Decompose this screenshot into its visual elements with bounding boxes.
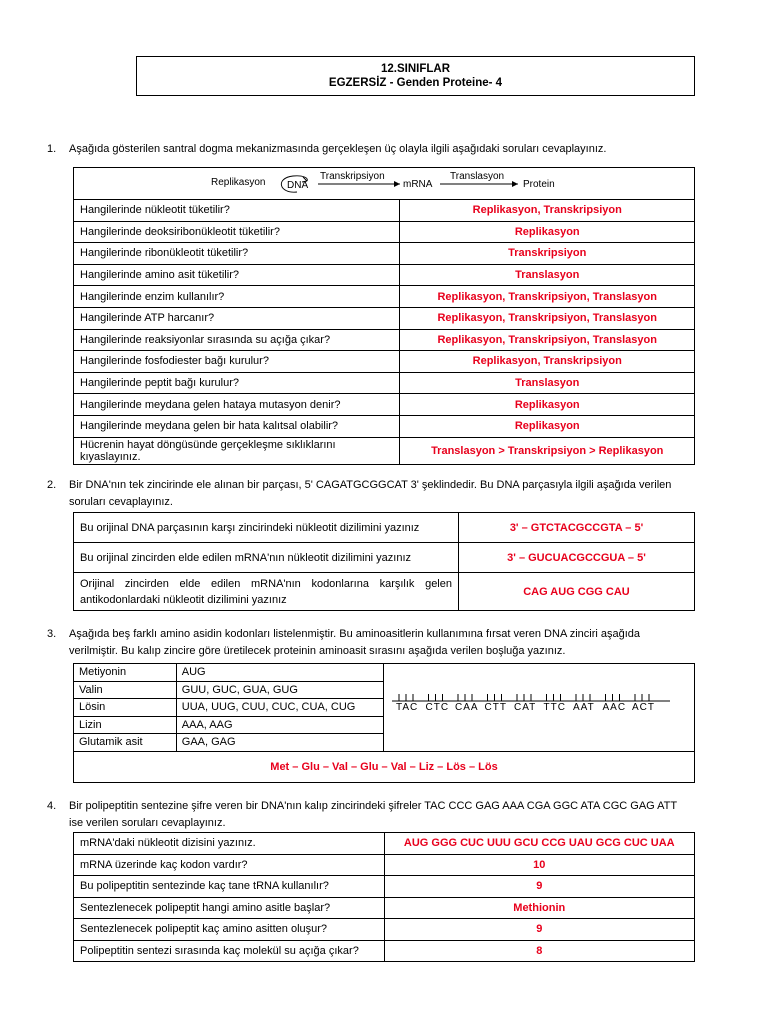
amino-acid-codons: AAA, AAG bbox=[176, 716, 383, 734]
diagram-protein-label: Protein bbox=[523, 178, 555, 190]
answer-cell: Methionin bbox=[384, 897, 694, 919]
question-2 bbox=[0, 477, 768, 511]
answer-cell: 9 bbox=[384, 876, 694, 898]
dna-triplet: CAT bbox=[513, 702, 537, 714]
table-row bbox=[74, 919, 695, 941]
header-class-label: 12.SINIFLAR bbox=[380, 63, 450, 75]
question-cell: Hangilerinde peptit bağı kurulur? bbox=[74, 372, 400, 394]
question-cell: mRNA üzerinde kaç kodon vardır? bbox=[74, 854, 385, 876]
amino-acid-table bbox=[73, 663, 695, 783]
question-1 bbox=[0, 141, 768, 158]
central-dogma-diagram bbox=[74, 168, 695, 200]
answer-cell: Replikasyon bbox=[400, 221, 695, 243]
question-3 bbox=[0, 626, 768, 660]
question-cell: Sentezlenecek polipeptit hangi amino asitle başlar? bbox=[74, 897, 385, 919]
dna-triplet: CAA bbox=[454, 702, 479, 714]
table-row bbox=[74, 573, 695, 611]
dna-strand-table bbox=[73, 512, 695, 611]
answer-cell: CAG AUG CGG CAU bbox=[459, 573, 695, 611]
table-row bbox=[74, 854, 695, 876]
header-title: EGZERSİZ - Genden Proteine- 4 bbox=[328, 77, 503, 89]
dna-triplet: AAC bbox=[602, 702, 627, 714]
question-number: 4. bbox=[47, 800, 57, 812]
question-number: 2. bbox=[47, 479, 57, 491]
question-cell: Hangilerinde amino asit tüketilir? bbox=[74, 264, 400, 286]
amino-acid-codons: AUG bbox=[176, 664, 383, 682]
question-line: antikodonlardaki nükleotit dizilimini yazınız bbox=[80, 593, 287, 606]
answer-cell: 3' – GUCUACGCCGUA – 5' bbox=[459, 543, 695, 573]
question-cell: Hangilerinde meydana gelen hataya mutasyon denir? bbox=[74, 394, 400, 416]
question-cell bbox=[74, 573, 459, 611]
answer-cell: Replikasyon bbox=[400, 394, 695, 416]
table-row bbox=[74, 415, 695, 437]
amino-acid-name: Glutamik asit bbox=[74, 734, 177, 752]
question-cell: Bu polipeptitin sentezinde kaç tane tRNA kullanılır? bbox=[74, 876, 385, 898]
central-dogma-table bbox=[73, 167, 695, 465]
amino-acid-codons: GUU, GUC, GUA, GUG bbox=[176, 681, 383, 699]
table-row bbox=[74, 286, 695, 308]
table-row bbox=[74, 264, 695, 286]
question-text: Aşağıda gösterilen santral dogma mekanizmasında gerçekleşen üç olayla ilgili aşağıdaki soruları cevaplayınız. bbox=[69, 143, 607, 155]
question-line: kıyaslayınız. bbox=[80, 450, 141, 463]
dna-template-strand bbox=[383, 664, 694, 752]
question-number: 3. bbox=[47, 628, 57, 640]
diagram-replication-label: Replikasyon bbox=[211, 176, 266, 188]
table-row bbox=[74, 513, 695, 543]
dna-triplet: TAC bbox=[395, 702, 419, 714]
table-row bbox=[74, 394, 695, 416]
table-row bbox=[74, 876, 695, 898]
question-cell bbox=[74, 437, 400, 464]
amino-acid-name: Lizin bbox=[74, 716, 177, 734]
question-text bbox=[69, 626, 699, 660]
question-4 bbox=[0, 798, 768, 832]
table-row bbox=[74, 329, 695, 351]
dna-triplet: AAT bbox=[572, 702, 595, 714]
diagram-translation-label: Translasyon bbox=[450, 170, 505, 182]
diagram-dna-label: DNA bbox=[287, 179, 309, 191]
dna-strand-drawing bbox=[384, 664, 693, 750]
dna-triplet: CTT bbox=[484, 702, 507, 714]
table-row bbox=[74, 543, 695, 573]
table-row bbox=[74, 372, 695, 394]
question-line: Bir DNA'nın tek zincirinde ele alınan bir parçası, 5' CAGATGCGGCAT 3' şeklindedir. Bu DNA parçasıyla ilgili aşağıda verilen bbox=[69, 479, 672, 491]
translation-arrow bbox=[438, 179, 524, 189]
answer-cell: Translasyon bbox=[400, 372, 695, 394]
answer-cell: Replikasyon, Transkripsiyon, Translasyon bbox=[400, 329, 695, 351]
amino-acid-name: Lösin bbox=[74, 699, 177, 717]
amino-acid-codons: GAA, GAG bbox=[176, 734, 383, 752]
question-text bbox=[69, 477, 699, 511]
question-cell: Hangilerinde fosfodiester bağı kurulur? bbox=[74, 351, 400, 373]
question-cell: Hangilerinde enzim kullanılır? bbox=[74, 286, 400, 308]
table-row bbox=[74, 833, 695, 855]
dna-triplet: CTC bbox=[425, 702, 450, 714]
amino-acid-name: Metiyonin bbox=[74, 664, 177, 682]
answer-cell: 3' – GTCTACGCCGTA – 5' bbox=[459, 513, 695, 543]
question-line: verilmiştir. Bu kalıp zincire göre üretilecek proteinin aminoasit sırasını aşağıda verilen boşluğa yazınız. bbox=[69, 645, 566, 657]
question-cell: Bu orijinal DNA parçasının karşı zincirindeki nükleotit dizilimini yazınız bbox=[74, 513, 459, 543]
answer-cell: Replikasyon, Transkripsiyon bbox=[400, 200, 695, 222]
table-row bbox=[74, 437, 695, 464]
question-line: soruları cevaplayınız. bbox=[69, 496, 173, 508]
answer-cell: Translasyon > Transkripsiyon > Replikasyon bbox=[400, 437, 695, 464]
answer-cell: 9 bbox=[384, 919, 694, 941]
table-row bbox=[74, 243, 695, 265]
question-number: 1. bbox=[47, 143, 57, 155]
table-row bbox=[74, 940, 695, 962]
answer-cell: Replikasyon bbox=[400, 415, 695, 437]
table-row bbox=[74, 200, 695, 222]
answer-cell: Replikasyon, Transkripsiyon bbox=[400, 351, 695, 373]
table-row bbox=[74, 751, 695, 782]
answer-cell: 10 bbox=[384, 854, 694, 876]
answer-cell: Replikasyon, Transkripsiyon, Translasyon bbox=[400, 286, 695, 308]
answer-cell: Translasyon bbox=[400, 264, 695, 286]
question-cell: Polipeptitin sentezi sırasında kaç molekül su açığa çıkar? bbox=[74, 940, 385, 962]
amino-acid-name: Valin bbox=[74, 681, 177, 699]
worksheet-header bbox=[136, 56, 695, 96]
table-row bbox=[74, 307, 695, 329]
question-cell: mRNA'daki nükleotit dizisini yazınız. bbox=[74, 833, 385, 855]
dna-triplet: TTC bbox=[543, 702, 566, 714]
question-cell: Hangilerinde reaksiyonlar sırasında su açığa çıkar? bbox=[74, 329, 400, 351]
answer-cell: AUG GGG CUC UUU GCU CCG UAU GCG CUC UAA bbox=[384, 833, 694, 855]
question-text bbox=[69, 798, 699, 832]
answer-cell: Replikasyon, Transkripsiyon, Translasyon bbox=[400, 307, 695, 329]
question-cell: Sentezlenecek polipeptit kaç amino asitten oluşur? bbox=[74, 919, 385, 941]
question-cell: Hangilerinde nükleotit tüketilir? bbox=[74, 200, 400, 222]
dna-triplet: ACT bbox=[631, 702, 655, 714]
question-cell: Hangilerinde deoksiribonükleotit tüketilir? bbox=[74, 221, 400, 243]
question-cell: Hangilerinde ribonükleotit tüketilir? bbox=[74, 243, 400, 265]
diagram-mrna-label: mRNA bbox=[403, 178, 433, 190]
question-line: Aşağıda beş farklı amino asidin kodonları listelenmiştir. Bu aminoasitlerin kullanımına fırsat veren DNA zinciri aşağıda bbox=[69, 628, 641, 640]
question-cell: Bu orijinal zincirden elde edilen mRNA'nın nükleotit dizilimini yazınız bbox=[74, 543, 459, 573]
table-row bbox=[74, 897, 695, 919]
table-row bbox=[74, 221, 695, 243]
question-line: Bir polipeptitin sentezine şifre veren bir DNA'nın kalıp zincirindeki şifreler TAC CCC GAG AAA CGA GGC ATA CGC GAG ATT bbox=[69, 800, 678, 812]
question-line: Orijinal zincirden elde edilen mRNA'nın kodonlarına karşılık gelen bbox=[80, 577, 452, 590]
answer-cell: 8 bbox=[384, 940, 694, 962]
question-line: ise verilen soruları cevaplayınız. bbox=[69, 817, 226, 829]
answer-cell: Transkripsiyon bbox=[400, 243, 695, 265]
transcription-arrow bbox=[316, 179, 406, 189]
table-row bbox=[74, 664, 695, 682]
polypeptide-table bbox=[73, 832, 695, 962]
question-line: Hücrenin hayat döngüsünde gerçekleşme sıklıklarını bbox=[80, 438, 336, 451]
amino-acid-codons: UUA, UUG, CUU, CUC, CUA, CUG bbox=[176, 699, 383, 717]
protein-sequence-answer: Met – Glu – Val – Glu – Val – Liz – Lös – Lös bbox=[74, 751, 695, 782]
question-cell: Hangilerinde meydana gelen bir hata kalıtsal olabilir? bbox=[74, 415, 400, 437]
diagram-transcription-label: Transkripsiyon bbox=[320, 170, 385, 182]
question-cell: Hangilerinde ATP harcanır? bbox=[74, 307, 400, 329]
table-row bbox=[74, 351, 695, 373]
